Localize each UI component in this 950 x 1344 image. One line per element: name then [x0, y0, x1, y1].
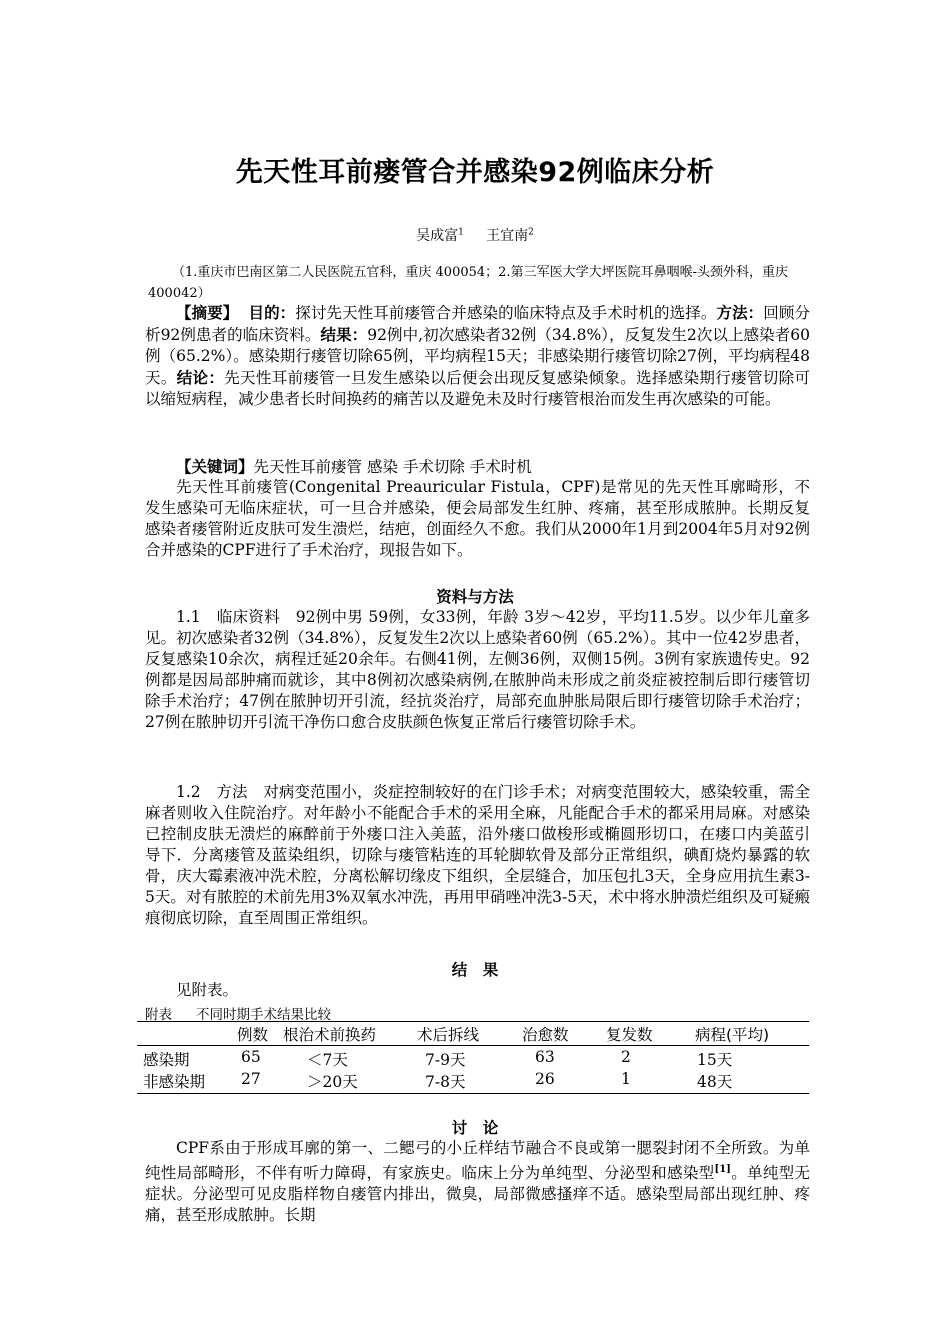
result-label: 结果：: [320, 325, 368, 344]
table-row-label: 非感染期: [143, 1073, 206, 1091]
abstract: [145, 302, 810, 410]
table-row: [137, 1070, 809, 1092]
table-cell-suture: 7-9天: [425, 1051, 466, 1069]
table-cell-suture: 7-8天: [425, 1073, 466, 1091]
section-heading-discussion: 讨 论: [451, 1118, 499, 1137]
conclusion-label: 结论：: [176, 368, 225, 387]
table-cell-cured: 26: [535, 1070, 555, 1088]
table-cell-course: 48天: [697, 1073, 733, 1091]
table-top-rule: [137, 1021, 809, 1022]
paragraph-clinical-data: 1.1 临床资料 92例中男 59例，女33例，年龄 3岁～42岁，平均11.5岁。以少年儿童多见。初次感染者32例（34.8%），反复发生2次以上感染者60例（65.2%）。其中一位42岁患者，反复感染10余次，病程迁延20余年。右侧41例，左侧36例，双侧15例。3例有家族遗传史。92例都是因局部肿痛而就诊，其中8例初次感染病例,在脓肿尚未形成之前炎症被控制后即行瘘管切除手术治疗；47例在脓肿切开引流，经抗炎治疗，局部充血肿胀局限后即行瘘管切除手术治疗；27例在脓肿切开引流干净伤口愈合皮肤颜色恢复正常后行瘘管切除手术。: [145, 608, 810, 731]
section-heading-results: 结 果: [451, 960, 499, 979]
author-line: [0, 225, 950, 245]
table-header-cell: 病程(平均): [695, 1026, 770, 1044]
table-cell-cases: 65: [241, 1048, 261, 1066]
table-cell-cured: 63: [535, 1048, 555, 1066]
table-header-cell: 治愈数: [522, 1026, 569, 1044]
table-cell-relapse: 2: [621, 1048, 631, 1066]
table-header-cell: 复发数: [606, 1026, 653, 1044]
keywords: [145, 456, 810, 478]
conclusion-text: 先天性耳前瘘管一旦发生感染以后便会出现反复感染倾象。选择感染期行瘘管切除可以缩短病程，减少患者长时间换药的痛苦以及避免未及时行瘘管根治而发生再次感染的可能。: [145, 369, 810, 408]
see-table-text: 见附表。: [176, 981, 239, 999]
table-caption: [145, 1003, 331, 1023]
abstract-label: 【摘要】: [176, 303, 239, 322]
table-cell-relapse: 1: [621, 1070, 631, 1088]
keywords-label: 【关键词】: [176, 457, 254, 476]
table-caption-label: 附表: [145, 1007, 172, 1023]
table-bottom-rule: [137, 1093, 809, 1094]
table-header-row: [137, 1023, 809, 1045]
author-2: 王宜南: [486, 228, 529, 244]
paper-title: 先天性耳前瘘管合并感染92例临床分析: [235, 157, 715, 188]
table-header-rule: [137, 1045, 809, 1046]
reference-marker: [1]: [714, 1164, 731, 1175]
table-cell-dressing: ＜7天: [307, 1051, 348, 1069]
author-1: 吴成富: [416, 228, 459, 244]
table-cell-cases: 27: [241, 1070, 261, 1088]
table-header-cell: 根治术前换药: [283, 1026, 377, 1044]
section-heading-methods: 资料与方法: [436, 587, 514, 606]
method-label: 方法：: [716, 303, 764, 322]
objective-text: 探讨先天性耳前瘘管合并感染的临床特点及手术时机的选择。: [295, 304, 717, 322]
table-header-cell: 例数: [237, 1026, 269, 1044]
discussion-text-b: 。单纯型无症状。分泌型可见皮脂样物自瘘管内排出，微臭，局部微感搔痒不适。感染型局部出现红肿、疼痛，甚至形成脓肿。长期: [145, 1164, 810, 1225]
keywords-text: 先天性耳前瘘管 感染 手术切除 手术时机: [253, 458, 532, 476]
method-text: 回顾分析92例患者的临床资料。: [145, 304, 810, 344]
table-caption-text: 不同时期手术结果比较: [196, 1007, 331, 1023]
paragraph-method: 1.2 方法 对病变范围小，炎症控制较好的在门诊手术；对病变范围较大，感染较重，需全麻者则收入住院治疗。对年龄小不能配合手术的采用全麻，凡能配合手术的都采用局麻。对感染已控制皮肤无溃烂的麻醉前于外瘘口注入美蓝，沿外瘘口做梭形或椭圆形切口，在瘘口内美蓝引导下．分离瘘管及蓝染组织，切除与瘘管粘连的耳轮脚软骨及部分正常组织，碘酊烧灼暴露的软骨，庆大霉素液冲洗术腔，分离松解切缘皮下组织，全层缝合，加压包扎3天，全身应用抗生素3-5天。对有脓腔的术前先用3%双氧水冲洗，再用甲硝唑冲洗3-5天，术中将水肿溃烂组织及可疑瘢痕彻底切除，直至周围正常组织。: [145, 783, 810, 927]
table-cell-course: 15天: [697, 1051, 733, 1069]
author-2-marker: 2: [528, 227, 534, 238]
table-row: [137, 1048, 809, 1070]
table-header-cell: 术后拆线: [417, 1026, 480, 1044]
author-1-marker: 1: [458, 227, 464, 238]
table-cell-dressing: ＞20天: [307, 1073, 358, 1091]
intro-paragraph: 先天性耳前瘘管(Congenital Preauricular Fistula，CPF)是常见的先天性耳廓畸形，不发生感染可无临床症状，可一旦合并感染，便会局部发生红肿、疼痛，甚至形成脓肿。长期反复感染者瘘管附近皮肤可发生溃烂，结疤，创面经久不愈。我们从2000年1月到2004年5月对92例合并感染的CPF进行了手术治疗，现报告如下。: [145, 478, 810, 559]
discussion-text-a: CPF系由于形成耳廓的第一、二鳃弓的小丘样结节融合不良或第一腮裂封闭不全所致。为单纯性局部畸形，不伴有听力障碍，有家族史。临床上分为单纯型、分泌型和感染型: [145, 1139, 810, 1183]
objective-label: 目的：: [248, 303, 296, 322]
discussion-paragraph: [145, 1138, 810, 1226]
affiliation: （1.重庆市巴南区第二人民医院五官科，重庆 400054；2.第三军医大学大坪医院耳鼻咽喉-头颈外科，重庆 400042）: [148, 265, 788, 301]
table-row-label: 感染期: [143, 1051, 190, 1069]
result-text: 92例中,初次感染者32例（34.8%），反复发生2次以上感染者60例（65.2%）。感染期行瘘管切除65例，平均病程15天；非感染期行瘘管切除27例，平均病程48天。: [145, 326, 810, 387]
